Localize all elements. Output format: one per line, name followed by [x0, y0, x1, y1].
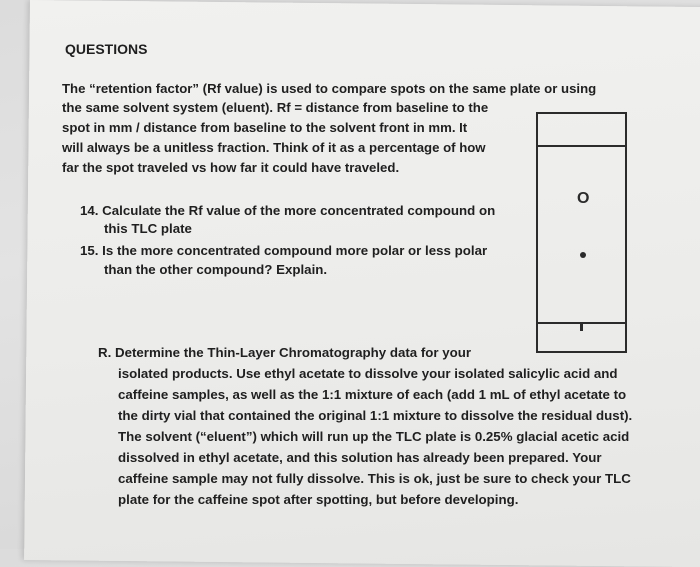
section-r-line-5: The solvent (“eluent”) which will run up the TLC plate is 0.25% glacial acetic acid — [118, 429, 630, 444]
intro-line-3: spot in mm / distance from baseline to the solvent front in mm. It — [62, 120, 468, 135]
question-14-line-1: 14. Calculate the Rf value of the more concentrated compound on — [80, 203, 496, 218]
origin-mark — [580, 323, 583, 331]
section-r-line-2: isolated products. Use ethyl acetate to dissolve your isolated salicylic acid and — [118, 366, 618, 381]
section-r-line-1: R. Determine the Thin-Layer Chromatography data for your — [98, 345, 472, 360]
intro-line-4: will always be a unitless fraction. Think of it as a percentage of how — [62, 140, 486, 155]
question-15-line-2: than the other compound? Explain. — [104, 262, 328, 277]
tlc-spot-lower — [580, 252, 586, 258]
tlc-spot-upper: O — [577, 190, 590, 207]
section-r-line-6: dissolved in ethyl acetate, and this solution has already been prepared. Your — [118, 450, 602, 465]
intro-line-5: far the spot traveled vs how far it could have traveled. — [62, 160, 400, 175]
section-r-line-3: caffeine samples, as well as the 1:1 mixture of each (add 1 mL of ethyl acetate to — [118, 387, 627, 402]
intro-line-2: the same solvent system (eluent). Rf = distance from baseline to the — [62, 100, 489, 115]
tlc-plate-diagram — [536, 112, 627, 353]
solvent-front-line — [538, 145, 625, 147]
question-14-line-2: this TLC plate — [104, 221, 192, 236]
section-r-line-7: caffeine sample may not fully dissolve. This is ok, just be sure to check your TLC — [118, 471, 631, 486]
intro-line-1: The “retention factor” (Rf value) is used to compare spots on the same plate or using — [62, 81, 597, 96]
section-r-line-4: the dirty vial that contained the original 1:1 mixture to dissolve the residual dust). — [118, 408, 633, 423]
question-15-line-1: 15. Is the more concentrated compound more polar or less polar — [80, 243, 488, 258]
section-r-line-8: plate for the caffeine spot after spotting, but before developing. — [118, 492, 519, 507]
section-heading: QUESTIONS — [65, 41, 148, 57]
